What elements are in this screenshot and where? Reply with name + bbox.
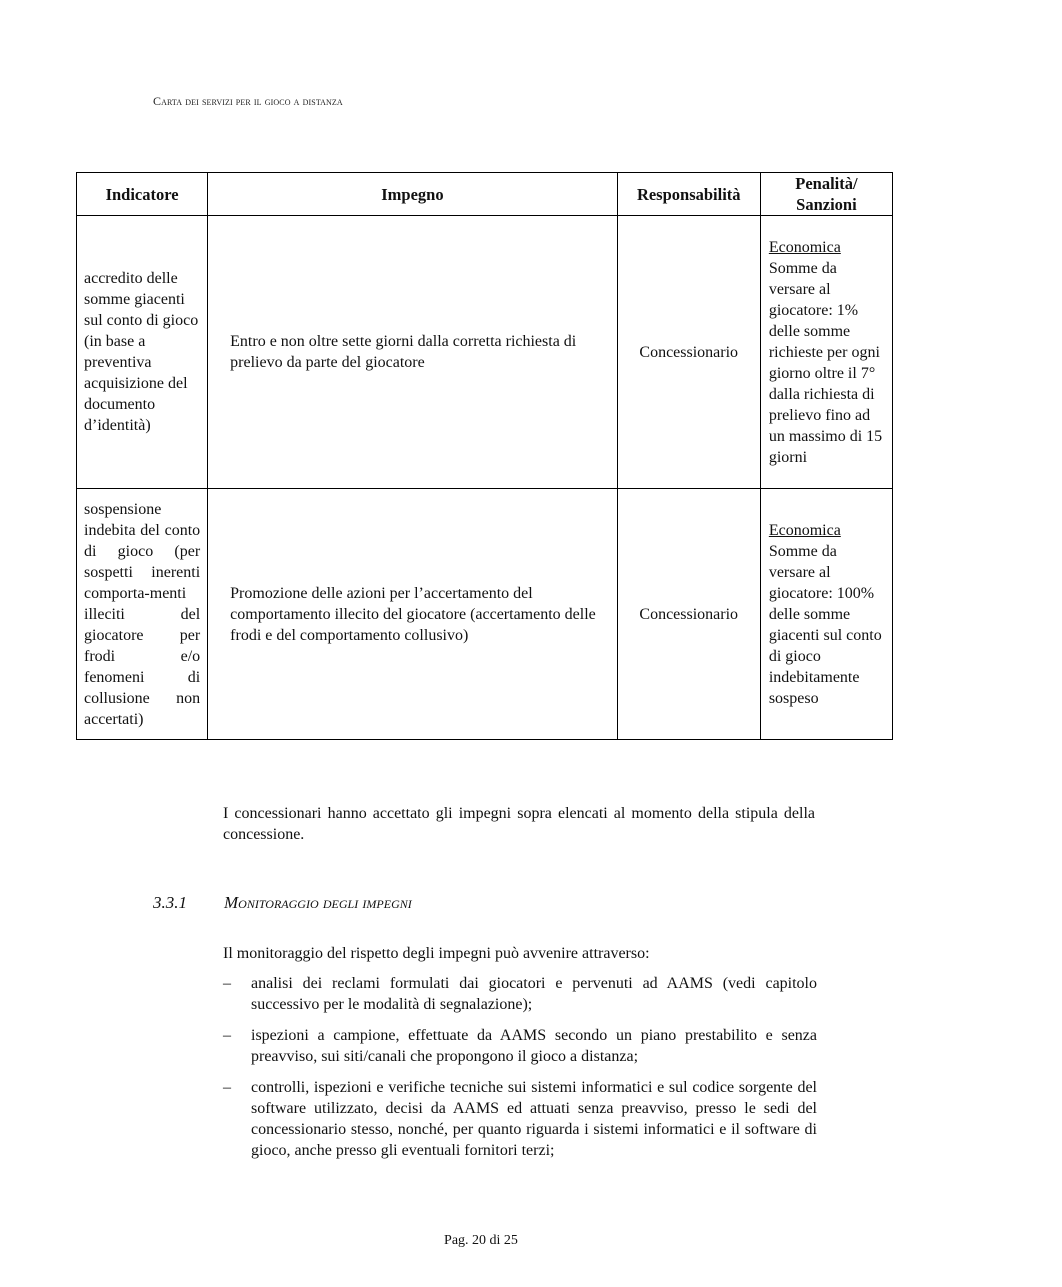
commitments-table [76,172,893,740]
cell-impegno: Promozione delle azioni per l’accertamento del comportamento illecito del giocatore (accertamento delle frodi e del comportamento collusivo) [208,489,618,740]
bullet-marker: – [223,1079,231,1096]
cell-responsabilita: Concessionario [617,216,760,489]
column-header-penalita: Penalità/ Sanzioni [760,173,892,216]
section-number: 3.3.1 [153,893,187,912]
section-heading [153,893,412,913]
penalty-text: Somme da versare al giocatore: 100% delle somme giacenti sul conto di gioco indebitamente sospeso [768,542,882,707]
penalty-type: Economica [768,521,841,539]
list-item: – ispezioni a campione, effettuate da AAMS secondo un piano prestabilito e senza preavviso, sui siti/canali che propongono il gioco a distanza; [223,1027,817,1065]
cell-penalita [760,489,892,740]
list-item: – analisi dei reclami formulati dai giocatori e pervenuti ad AAMS (vedi capitolo successivo per le modalità di segnalazione); [223,975,817,1013]
bullet-marker: – [223,975,231,992]
intro-text: Il monitoraggio del rispetto degli impegni può avvenire attraverso: [223,945,650,962]
table-header-row [77,173,893,216]
cell-indicatore: accredito delle somme giacenti sul conto di gioco (in base a preventiva acquisizione del documento d’identità) [77,216,208,489]
penalty-type: Economica [768,238,841,256]
table-row [77,216,893,489]
cell-indicatore: sospensione indebita del conto di gioco (per sospetti inerenti comporta-menti illeciti del giocatore per frodi e/o fenomeni di collusione non accertati) [77,489,208,740]
cell-impegno: Entro e non oltre sette giorni dalla corretta richiesta di prelievo da parte del giocatore [208,216,618,489]
monitoring-list [223,973,817,1171]
body-paragraph: I concessionari hanno accettato gli impegni sopra elencati al momento della stipula della concessione. [223,805,815,843]
column-header-indicatore: Indicatore [77,173,208,216]
column-header-responsabilita: Responsabilità [617,173,760,216]
cell-penalita [760,216,892,489]
running-header: Carta dei servizi per il gioco a distanza [153,94,343,108]
cell-responsabilita: Concessionario [617,489,760,740]
table-row [77,489,893,740]
column-header-impegno: Impegno [208,173,618,216]
bullet-marker: – [223,1027,231,1044]
list-item: – controlli, ispezioni e verifiche tecniche sui sistemi informatici e sul codice sorgente del software utilizzato, decisi da AAMS ed attuati senza preavviso, presso le sedi del concessionario stesso, nonché, per quanto riguarda i sistemi informatici e il software di gioco, anche presso gli eventuali fornitori terzi; [223,1079,817,1159]
section-title: Monitoraggio degli impegni [224,893,412,912]
page-number: Pag. 20 di 25 [444,1233,518,1248]
penalty-text: Somme da versare al giocatore: 1% delle somme richieste per ogni giorno oltre il 7° dalla richiesta di prelievo fino ad un massimo di 15 giorni [768,259,883,466]
